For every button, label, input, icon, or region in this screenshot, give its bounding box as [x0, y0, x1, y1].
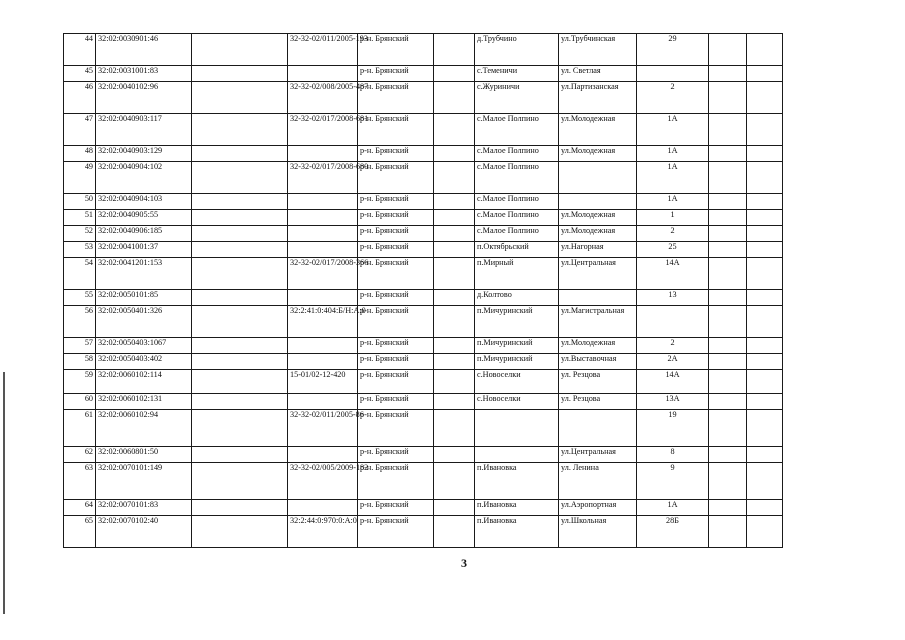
empty-cell: [747, 114, 783, 146]
locality: с.Малое Полпино: [475, 210, 559, 226]
empty-cell: [192, 258, 288, 290]
street: ул.Партизанская: [559, 82, 637, 114]
empty-cell: [434, 114, 475, 146]
empty-cell: [709, 500, 747, 516]
registration-number: [288, 194, 358, 210]
locality: п.Мичуринский: [475, 338, 559, 354]
empty-cell: [192, 354, 288, 370]
district: р-н. Брянский: [358, 66, 434, 82]
register-rows: [64, 34, 783, 548]
registration-number: 32-32-02/017/2008-366: [288, 258, 358, 290]
table-row: [64, 500, 783, 516]
empty-cell: [434, 500, 475, 516]
cadastral-number: 32:02:0050403:1067: [96, 338, 192, 354]
district: р-н. Брянский: [358, 34, 434, 66]
empty-cell: [434, 516, 475, 548]
table-row: [64, 338, 783, 354]
table-row: [64, 66, 783, 82]
house-number: 29: [637, 34, 709, 66]
empty-cell: [192, 516, 288, 548]
house-number: [637, 306, 709, 338]
empty-cell: [709, 463, 747, 500]
house-number: 14А: [637, 370, 709, 394]
house-number: 2: [637, 226, 709, 242]
street: ул.Нагорная: [559, 242, 637, 258]
registration-number: 15-01/02-12-420: [288, 370, 358, 394]
table-row: [64, 354, 783, 370]
cadastral-number: 32:02:0050101:85: [96, 290, 192, 306]
table-row: [64, 194, 783, 210]
table-row: [64, 258, 783, 290]
district: р-н. Брянский: [358, 500, 434, 516]
house-number: 9: [637, 463, 709, 500]
house-number: [637, 66, 709, 82]
street: ул.Трубчинская: [559, 34, 637, 66]
locality: с.Новоселки: [475, 394, 559, 410]
locality: п.Мирный: [475, 258, 559, 290]
empty-cell: [192, 34, 288, 66]
empty-cell: [192, 290, 288, 306]
house-number: 13А: [637, 394, 709, 410]
locality: с.Новоселки: [475, 370, 559, 394]
registration-number: [288, 146, 358, 162]
empty-cell: [192, 146, 288, 162]
district: р-н. Брянский: [358, 306, 434, 338]
table-row: [64, 162, 783, 194]
district: р-н. Брянский: [358, 258, 434, 290]
empty-cell: [434, 226, 475, 242]
locality: [475, 410, 559, 447]
street: ул. Ленина: [559, 463, 637, 500]
street: ул.Аэропортная: [559, 500, 637, 516]
district: р-н. Брянский: [358, 290, 434, 306]
locality: д.Колтово: [475, 290, 559, 306]
locality: п.Ивановка: [475, 500, 559, 516]
registration-number: [288, 354, 358, 370]
locality: п.Мичуринский: [475, 306, 559, 338]
empty-cell: [747, 306, 783, 338]
street: ул.Центральная: [559, 447, 637, 463]
empty-cell: [434, 354, 475, 370]
empty-cell: [192, 338, 288, 354]
house-number: 1А: [637, 114, 709, 146]
cadastral-number: 32:02:0040904:102: [96, 162, 192, 194]
locality: с.Малое Полпино: [475, 226, 559, 242]
table-row: [64, 516, 783, 548]
empty-cell: [192, 500, 288, 516]
registration-number: 32-32-02/011/2005-86: [288, 410, 358, 447]
empty-cell: [747, 34, 783, 66]
empty-cell: [434, 306, 475, 338]
empty-cell: [747, 242, 783, 258]
registration-number: [288, 338, 358, 354]
locality: п.Мичуринский: [475, 354, 559, 370]
house-number: 1А: [637, 146, 709, 162]
street: ул.Магистральная: [559, 306, 637, 338]
empty-cell: [434, 162, 475, 194]
row-number: 56: [64, 306, 96, 338]
row-number: 58: [64, 354, 96, 370]
district: р-н. Брянский: [358, 370, 434, 394]
table-row: [64, 226, 783, 242]
empty-cell: [747, 210, 783, 226]
locality: с.Теменичи: [475, 66, 559, 82]
empty-cell: [747, 194, 783, 210]
table-row: [64, 242, 783, 258]
street: [559, 162, 637, 194]
street: ул. Резцова: [559, 394, 637, 410]
district: р-н. Брянский: [358, 354, 434, 370]
row-number: 64: [64, 500, 96, 516]
empty-cell: [434, 370, 475, 394]
street: ул.Выставочная: [559, 354, 637, 370]
empty-cell: [192, 114, 288, 146]
district: р-н. Брянский: [358, 516, 434, 548]
empty-cell: [192, 194, 288, 210]
cadastral-number: 32:02:0050403:402: [96, 354, 192, 370]
empty-cell: [747, 410, 783, 447]
empty-cell: [747, 338, 783, 354]
cadastral-number: 32:02:0040102:96: [96, 82, 192, 114]
locality: д.Трубчино: [475, 34, 559, 66]
empty-cell: [747, 516, 783, 548]
district: р-н. Брянский: [358, 338, 434, 354]
street: [559, 194, 637, 210]
street: ул.Молодежная: [559, 114, 637, 146]
district: р-н. Брянский: [358, 114, 434, 146]
empty-cell: [192, 162, 288, 194]
house-number: 1А: [637, 194, 709, 210]
locality: п.Ивановка: [475, 463, 559, 500]
empty-cell: [709, 394, 747, 410]
cadastral-number: 32:02:0040903:117: [96, 114, 192, 146]
district: р-н. Брянский: [358, 447, 434, 463]
empty-cell: [747, 82, 783, 114]
cadastral-number: 32:02:0070101:83: [96, 500, 192, 516]
empty-cell: [709, 162, 747, 194]
empty-cell: [709, 194, 747, 210]
table-row: [64, 210, 783, 226]
cadastral-number: 32:02:0040903:129: [96, 146, 192, 162]
registration-number: [288, 290, 358, 306]
district: р-н. Брянский: [358, 146, 434, 162]
empty-cell: [192, 66, 288, 82]
empty-cell: [434, 146, 475, 162]
district: р-н. Брянский: [358, 162, 434, 194]
registration-number: 32-32-02/011/2005-193: [288, 34, 358, 66]
row-number: 48: [64, 146, 96, 162]
street: ул.Центральная: [559, 258, 637, 290]
registration-number: [288, 394, 358, 410]
empty-cell: [434, 194, 475, 210]
table-row: [64, 146, 783, 162]
empty-cell: [434, 210, 475, 226]
district: р-н. Брянский: [358, 463, 434, 500]
registration-number: 32-32-02/017/2008-681: [288, 114, 358, 146]
table-row: [64, 306, 783, 338]
registration-number: 32:2:41:0:404:Б/Н:А:0: [288, 306, 358, 338]
empty-cell: [747, 500, 783, 516]
registration-number: 32-32-02/005/2009-182: [288, 463, 358, 500]
empty-cell: [192, 447, 288, 463]
street: [559, 290, 637, 306]
empty-cell: [192, 242, 288, 258]
table-row: [64, 463, 783, 500]
empty-cell: [709, 82, 747, 114]
row-number: 55: [64, 290, 96, 306]
empty-cell: [434, 258, 475, 290]
registration-number: 32:2:44:0:970:0:А:0: [288, 516, 358, 548]
empty-cell: [434, 394, 475, 410]
empty-cell: [747, 370, 783, 394]
empty-cell: [192, 306, 288, 338]
empty-cell: [709, 210, 747, 226]
empty-cell: [747, 463, 783, 500]
row-number: 50: [64, 194, 96, 210]
house-number: 19: [637, 410, 709, 447]
house-number: 2: [637, 338, 709, 354]
empty-cell: [192, 82, 288, 114]
row-number: 49: [64, 162, 96, 194]
district: р-н. Брянский: [358, 410, 434, 447]
empty-cell: [747, 447, 783, 463]
locality: с.Журиничи: [475, 82, 559, 114]
empty-cell: [709, 370, 747, 394]
empty-cell: [192, 463, 288, 500]
row-number: 51: [64, 210, 96, 226]
street: ул.Молодежная: [559, 338, 637, 354]
street: ул.Молодежная: [559, 210, 637, 226]
house-number: 2А: [637, 354, 709, 370]
property-register-table: [63, 33, 783, 548]
row-number: 65: [64, 516, 96, 548]
empty-cell: [434, 66, 475, 82]
empty-cell: [192, 226, 288, 242]
cadastral-number: 32:02:0050401:326: [96, 306, 192, 338]
empty-cell: [434, 447, 475, 463]
empty-cell: [192, 394, 288, 410]
empty-cell: [709, 306, 747, 338]
cadastral-number: 32:02:0040904:103: [96, 194, 192, 210]
locality: с.Малое Полпино: [475, 114, 559, 146]
empty-cell: [192, 210, 288, 226]
empty-cell: [434, 410, 475, 447]
table-row: [64, 410, 783, 447]
house-number: 25: [637, 242, 709, 258]
empty-cell: [747, 258, 783, 290]
row-number: 59: [64, 370, 96, 394]
registration-number: [288, 447, 358, 463]
row-number: 44: [64, 34, 96, 66]
district: р-н. Брянский: [358, 194, 434, 210]
registration-number: 32-32-02/008/2005-487: [288, 82, 358, 114]
registration-number: [288, 210, 358, 226]
locality: с.Малое Полпино: [475, 146, 559, 162]
cadastral-number: 32:02:0040905:55: [96, 210, 192, 226]
empty-cell: [709, 114, 747, 146]
empty-cell: [747, 394, 783, 410]
empty-cell: [709, 226, 747, 242]
row-number: 63: [64, 463, 96, 500]
cadastral-number: 32:02:0070102:40: [96, 516, 192, 548]
table-row: [64, 34, 783, 66]
row-number: 61: [64, 410, 96, 447]
cadastral-number: 32:02:0060102:131: [96, 394, 192, 410]
table-row: [64, 82, 783, 114]
cadastral-number: 32:02:0060102:114: [96, 370, 192, 394]
empty-cell: [747, 226, 783, 242]
row-number: 60: [64, 394, 96, 410]
cadastral-number: 32:02:0060102:94: [96, 410, 192, 447]
table-row: [64, 447, 783, 463]
house-number: 28Б: [637, 516, 709, 548]
table-row: [64, 394, 783, 410]
locality: с.Малое Полпино: [475, 162, 559, 194]
empty-cell: [434, 463, 475, 500]
page-number: 3: [461, 556, 467, 570]
row-number: 54: [64, 258, 96, 290]
cadastral-number: 32:02:0041001:37: [96, 242, 192, 258]
empty-cell: [747, 290, 783, 306]
empty-cell: [709, 34, 747, 66]
house-number: 1А: [637, 162, 709, 194]
cadastral-number: 32:02:0030901:46: [96, 34, 192, 66]
empty-cell: [434, 82, 475, 114]
cadastral-number: 32:02:0041201:153: [96, 258, 192, 290]
house-number: 13: [637, 290, 709, 306]
empty-cell: [747, 162, 783, 194]
empty-cell: [709, 447, 747, 463]
cadastral-number: 32:02:0070101:149: [96, 463, 192, 500]
empty-cell: [709, 66, 747, 82]
registration-number: [288, 242, 358, 258]
street: ул. Светлая: [559, 66, 637, 82]
table-row: [64, 114, 783, 146]
empty-cell: [709, 516, 747, 548]
row-number: 52: [64, 226, 96, 242]
empty-cell: [709, 354, 747, 370]
locality: п.Октябрьский: [475, 242, 559, 258]
house-number: 1: [637, 210, 709, 226]
street: ул.Школьная: [559, 516, 637, 548]
empty-cell: [747, 146, 783, 162]
house-number: 8: [637, 447, 709, 463]
empty-cell: [709, 290, 747, 306]
district: р-н. Брянский: [358, 242, 434, 258]
scan-edge-line: [3, 372, 5, 614]
registration-number: [288, 66, 358, 82]
district: р-н. Брянский: [358, 226, 434, 242]
empty-cell: [434, 242, 475, 258]
house-number: 2: [637, 82, 709, 114]
house-number: 14А: [637, 258, 709, 290]
empty-cell: [709, 242, 747, 258]
house-number: 1А: [637, 500, 709, 516]
row-number: 45: [64, 66, 96, 82]
registration-number: 32-32-02/017/2008-680: [288, 162, 358, 194]
table-row: [64, 370, 783, 394]
cadastral-number: 32:02:0031001:83: [96, 66, 192, 82]
district: р-н. Брянский: [358, 82, 434, 114]
locality: [475, 447, 559, 463]
locality: с.Малое Полпино: [475, 194, 559, 210]
empty-cell: [747, 66, 783, 82]
empty-cell: [709, 410, 747, 447]
row-number: 46: [64, 82, 96, 114]
empty-cell: [709, 338, 747, 354]
street: ул.Молодежная: [559, 146, 637, 162]
empty-cell: [747, 354, 783, 370]
row-number: 62: [64, 447, 96, 463]
empty-cell: [434, 338, 475, 354]
empty-cell: [434, 290, 475, 306]
empty-cell: [192, 370, 288, 394]
district: р-н. Брянский: [358, 394, 434, 410]
cadastral-number: 32:02:0060801:50: [96, 447, 192, 463]
row-number: 57: [64, 338, 96, 354]
locality: п.Ивановка: [475, 516, 559, 548]
street: ул. Резцова: [559, 370, 637, 394]
empty-cell: [709, 146, 747, 162]
empty-cell: [709, 258, 747, 290]
district: р-н. Брянский: [358, 210, 434, 226]
table-row: [64, 290, 783, 306]
row-number: 47: [64, 114, 96, 146]
street: ул.Молодежная: [559, 226, 637, 242]
street: [559, 410, 637, 447]
empty-cell: [192, 410, 288, 447]
registration-number: [288, 500, 358, 516]
row-number: 53: [64, 242, 96, 258]
cadastral-number: 32:02:0040906:185: [96, 226, 192, 242]
registration-number: [288, 226, 358, 242]
empty-cell: [434, 34, 475, 66]
